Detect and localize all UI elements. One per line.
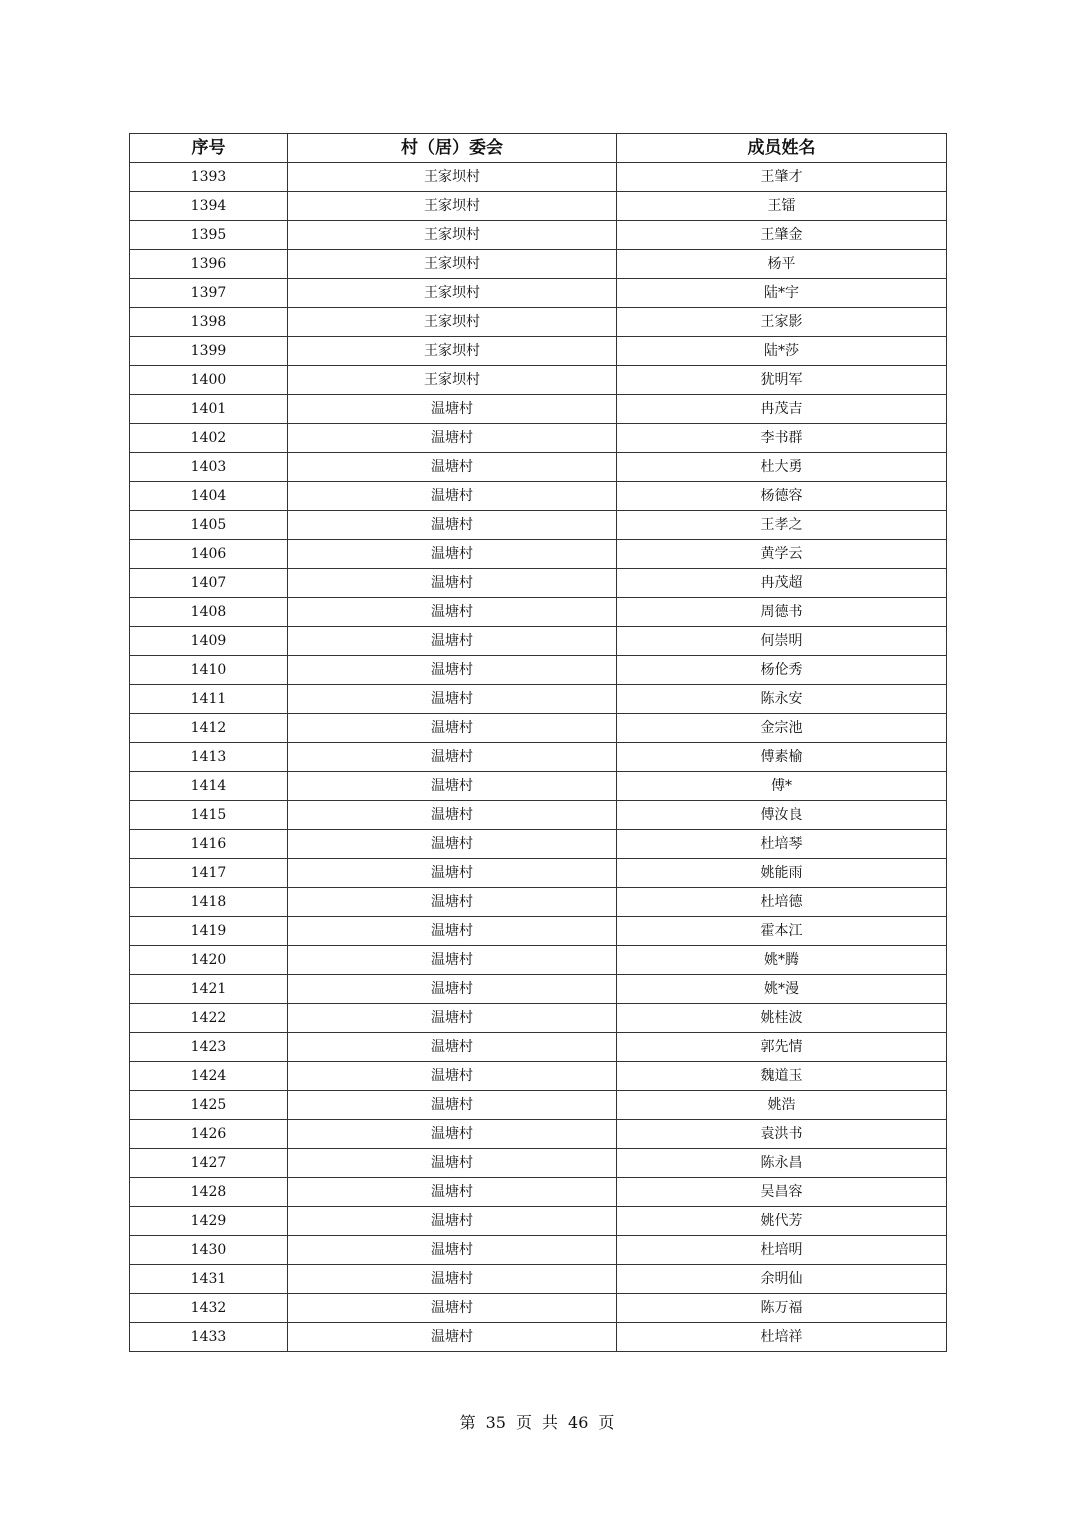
cell-village-committee: 温塘村: [288, 1004, 617, 1033]
table-row: [130, 1004, 947, 1033]
table-row: [130, 1149, 947, 1178]
cell-village-committee: 温塘村: [288, 859, 617, 888]
cell-serial-number: 1428: [130, 1178, 288, 1207]
table-row: [130, 685, 947, 714]
table-row: [130, 946, 947, 975]
cell-village-committee: 温塘村: [288, 1323, 617, 1352]
cell-member-name: 何崇明: [617, 627, 947, 656]
table-body: [130, 163, 947, 1352]
cell-village-committee: 王家坝村: [288, 221, 617, 250]
cell-serial-number: 1417: [130, 859, 288, 888]
table-row: [130, 656, 947, 685]
cell-serial-number: 1396: [130, 250, 288, 279]
cell-village-committee: 温塘村: [288, 1178, 617, 1207]
table-row: [130, 1091, 947, 1120]
cell-serial-number: 1418: [130, 888, 288, 917]
cell-village-committee: 温塘村: [288, 801, 617, 830]
footer-total-pages: 46: [568, 1413, 589, 1432]
cell-village-committee: 温塘村: [288, 569, 617, 598]
cell-serial-number: 1402: [130, 424, 288, 453]
footer-prefix: 第: [459, 1413, 476, 1432]
cell-village-committee: 温塘村: [288, 975, 617, 1004]
cell-serial-number: 1403: [130, 453, 288, 482]
cell-serial-number: 1430: [130, 1236, 288, 1265]
cell-serial-number: 1425: [130, 1091, 288, 1120]
table-row: [130, 1323, 947, 1352]
table-row: [130, 1178, 947, 1207]
cell-village-committee: 温塘村: [288, 1120, 617, 1149]
cell-member-name: 余明仙: [617, 1265, 947, 1294]
cell-village-committee: 王家坝村: [288, 250, 617, 279]
table-row: [130, 772, 947, 801]
table-row: [130, 743, 947, 772]
cell-member-name: 姚能雨: [617, 859, 947, 888]
cell-village-committee: 温塘村: [288, 656, 617, 685]
table-row: [130, 714, 947, 743]
table-row: [130, 598, 947, 627]
table-row: [130, 163, 947, 192]
header-row: [130, 134, 947, 163]
cell-village-committee: 王家坝村: [288, 279, 617, 308]
cell-member-name: 王孝之: [617, 511, 947, 540]
table-row: [130, 482, 947, 511]
cell-village-committee: 温塘村: [288, 685, 617, 714]
header-member-name: 成员姓名: [617, 134, 947, 163]
cell-member-name: 傅*: [617, 772, 947, 801]
cell-village-committee: 温塘村: [288, 395, 617, 424]
cell-member-name: 李书群: [617, 424, 947, 453]
cell-serial-number: 1395: [130, 221, 288, 250]
cell-serial-number: 1414: [130, 772, 288, 801]
cell-village-committee: 温塘村: [288, 482, 617, 511]
table-row: [130, 569, 947, 598]
cell-serial-number: 1410: [130, 656, 288, 685]
cell-serial-number: 1408: [130, 598, 288, 627]
cell-serial-number: 1397: [130, 279, 288, 308]
cell-serial-number: 1424: [130, 1062, 288, 1091]
cell-member-name: 姚桂波: [617, 1004, 947, 1033]
cell-serial-number: 1404: [130, 482, 288, 511]
table-row: [130, 424, 947, 453]
cell-member-name: 陆*莎: [617, 337, 947, 366]
table-row: [130, 830, 947, 859]
cell-serial-number: 1427: [130, 1149, 288, 1178]
cell-village-committee: 王家坝村: [288, 192, 617, 221]
cell-village-committee: 温塘村: [288, 540, 617, 569]
cell-member-name: 金宗池: [617, 714, 947, 743]
table-row: [130, 250, 947, 279]
cell-village-committee: 温塘村: [288, 424, 617, 453]
cell-serial-number: 1419: [130, 917, 288, 946]
cell-serial-number: 1399: [130, 337, 288, 366]
cell-serial-number: 1422: [130, 1004, 288, 1033]
cell-village-committee: 王家坝村: [288, 163, 617, 192]
cell-member-name: 霍本江: [617, 917, 947, 946]
table-row: [130, 801, 947, 830]
cell-serial-number: 1409: [130, 627, 288, 656]
cell-village-committee: 温塘村: [288, 1207, 617, 1236]
table-row: [130, 1120, 947, 1149]
cell-village-committee: 温塘村: [288, 627, 617, 656]
cell-member-name: 吴昌容: [617, 1178, 947, 1207]
table-row: [130, 366, 947, 395]
table-row: [130, 453, 947, 482]
cell-member-name: 黄学云: [617, 540, 947, 569]
cell-serial-number: 1421: [130, 975, 288, 1004]
cell-serial-number: 1416: [130, 830, 288, 859]
table-row: [130, 1033, 947, 1062]
cell-serial-number: 1415: [130, 801, 288, 830]
table-row: [130, 221, 947, 250]
table-row: [130, 395, 947, 424]
cell-serial-number: 1407: [130, 569, 288, 598]
header-serial-number: 序号: [130, 134, 288, 163]
cell-member-name: 犹明军: [617, 366, 947, 395]
cell-village-committee: 温塘村: [288, 888, 617, 917]
cell-serial-number: 1431: [130, 1265, 288, 1294]
page-footer: [0, 1410, 1074, 1433]
cell-serial-number: 1398: [130, 308, 288, 337]
table-row: [130, 859, 947, 888]
footer-page-word: 页: [515, 1413, 532, 1432]
table-row: [130, 192, 947, 221]
cell-member-name: 陈万福: [617, 1294, 947, 1323]
cell-member-name: 杜培德: [617, 888, 947, 917]
cell-village-committee: 温塘村: [288, 1033, 617, 1062]
cell-member-name: 傅素榆: [617, 743, 947, 772]
cell-member-name: 姚*腾: [617, 946, 947, 975]
cell-member-name: 杜培祥: [617, 1323, 947, 1352]
cell-village-committee: 温塘村: [288, 1294, 617, 1323]
cell-serial-number: 1426: [130, 1120, 288, 1149]
cell-member-name: 杨德容: [617, 482, 947, 511]
cell-serial-number: 1412: [130, 714, 288, 743]
cell-serial-number: 1393: [130, 163, 288, 192]
cell-member-name: 王家影: [617, 308, 947, 337]
table-row: [130, 511, 947, 540]
table-row: [130, 308, 947, 337]
cell-serial-number: 1433: [130, 1323, 288, 1352]
cell-village-committee: 温塘村: [288, 1149, 617, 1178]
cell-village-committee: 温塘村: [288, 714, 617, 743]
table-row: [130, 1294, 947, 1323]
cell-member-name: 袁洪书: [617, 1120, 947, 1149]
cell-village-committee: 温塘村: [288, 772, 617, 801]
table-row: [130, 1062, 947, 1091]
cell-member-name: 姚*漫: [617, 975, 947, 1004]
cell-member-name: 杜培琴: [617, 830, 947, 859]
cell-village-committee: 温塘村: [288, 598, 617, 627]
cell-serial-number: 1400: [130, 366, 288, 395]
cell-village-committee: 温塘村: [288, 1062, 617, 1091]
table-row: [130, 888, 947, 917]
table-row: [130, 975, 947, 1004]
footer-total-word: 共: [542, 1413, 559, 1432]
cell-village-committee: 温塘村: [288, 1091, 617, 1120]
cell-village-committee: 温塘村: [288, 1236, 617, 1265]
cell-member-name: 冉茂超: [617, 569, 947, 598]
cell-member-name: 杜培明: [617, 1236, 947, 1265]
cell-member-name: 郭先情: [617, 1033, 947, 1062]
cell-village-committee: 王家坝村: [288, 308, 617, 337]
cell-member-name: 杨伦秀: [617, 656, 947, 685]
cell-village-committee: 王家坝村: [288, 366, 617, 395]
cell-member-name: 魏道玉: [617, 1062, 947, 1091]
cell-serial-number: 1420: [130, 946, 288, 975]
footer-current-page: 35: [485, 1413, 506, 1432]
header-village-committee: 村（居）委会: [288, 134, 617, 163]
cell-member-name: 陈永昌: [617, 1149, 947, 1178]
table-row: [130, 337, 947, 366]
cell-member-name: 王肇金: [617, 221, 947, 250]
cell-serial-number: 1401: [130, 395, 288, 424]
table-row: [130, 1236, 947, 1265]
cell-serial-number: 1405: [130, 511, 288, 540]
cell-member-name: 杜大勇: [617, 453, 947, 482]
cell-member-name: 姚浩: [617, 1091, 947, 1120]
table-row: [130, 1265, 947, 1294]
cell-member-name: 陆*宇: [617, 279, 947, 308]
cell-member-name: 王镭: [617, 192, 947, 221]
cell-serial-number: 1406: [130, 540, 288, 569]
cell-member-name: 陈永安: [617, 685, 947, 714]
cell-serial-number: 1413: [130, 743, 288, 772]
cell-village-committee: 温塘村: [288, 917, 617, 946]
member-table: [129, 133, 947, 1352]
cell-village-committee: 温塘村: [288, 743, 617, 772]
table-row: [130, 1207, 947, 1236]
cell-village-committee: 王家坝村: [288, 337, 617, 366]
cell-member-name: 王肇才: [617, 163, 947, 192]
cell-serial-number: 1394: [130, 192, 288, 221]
footer-suffix: 页: [598, 1413, 615, 1432]
table-header: [130, 134, 947, 163]
cell-village-committee: 温塘村: [288, 1265, 617, 1294]
cell-member-name: 冉茂吉: [617, 395, 947, 424]
table-row: [130, 279, 947, 308]
cell-member-name: 周德书: [617, 598, 947, 627]
cell-member-name: 傅汝良: [617, 801, 947, 830]
table-row: [130, 540, 947, 569]
cell-serial-number: 1432: [130, 1294, 288, 1323]
cell-member-name: 杨平: [617, 250, 947, 279]
table-row: [130, 627, 947, 656]
table-row: [130, 917, 947, 946]
cell-village-committee: 温塘村: [288, 453, 617, 482]
cell-village-committee: 温塘村: [288, 830, 617, 859]
cell-serial-number: 1429: [130, 1207, 288, 1236]
cell-village-committee: 温塘村: [288, 511, 617, 540]
cell-serial-number: 1423: [130, 1033, 288, 1062]
cell-serial-number: 1411: [130, 685, 288, 714]
cell-member-name: 姚代芳: [617, 1207, 947, 1236]
cell-village-committee: 温塘村: [288, 946, 617, 975]
